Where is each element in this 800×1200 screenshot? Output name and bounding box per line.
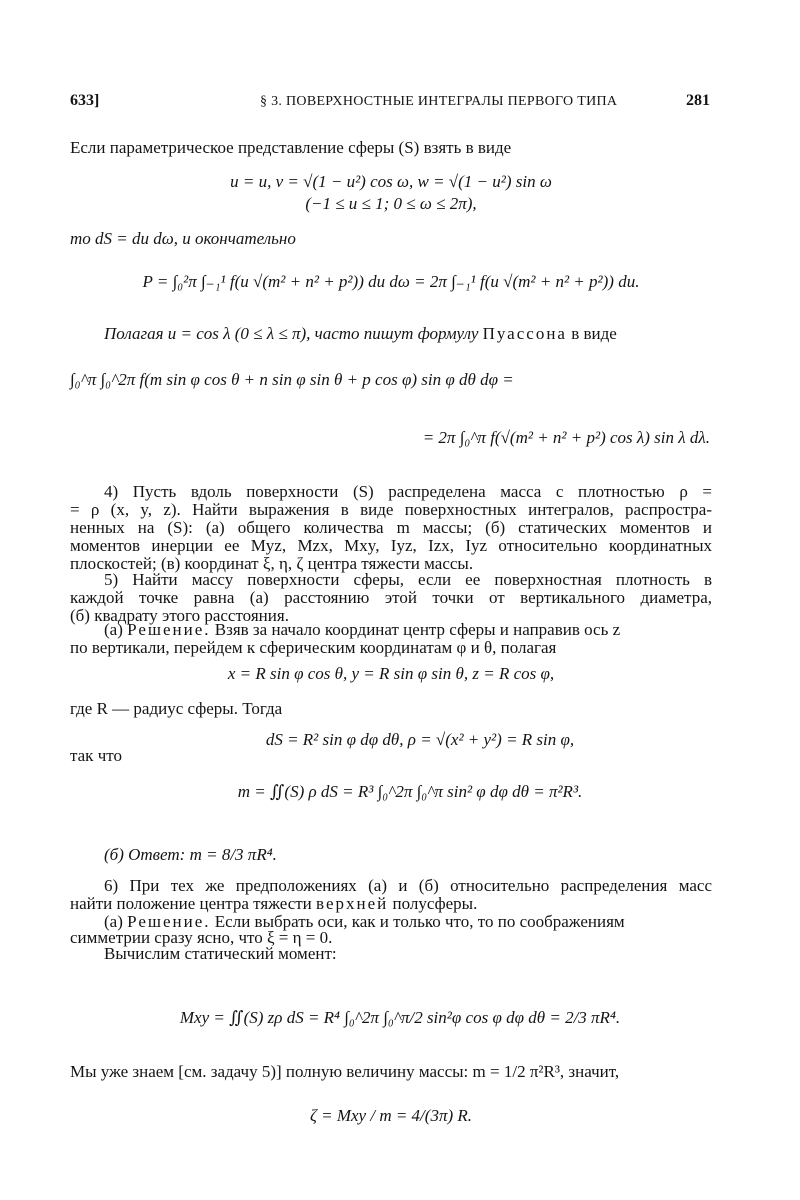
answer-label: (б) Ответ: xyxy=(104,845,186,864)
equation-spherical: x = R sin φ cos θ, y = R sin φ sin θ, z = R cos φ, xyxy=(227,664,555,683)
equation-poisson-b: = 2π ∫₀^π f(√(m² + n² + p²) cos λ) sin λ dλ. xyxy=(422,428,710,447)
paragraph-line: 5) Найти массу поверхности сферы, если ее поверхностная плотность в xyxy=(104,570,712,589)
paragraph-line xyxy=(70,845,712,865)
paragraph-line xyxy=(70,620,712,640)
paragraph-line: Вычислим статический момент: xyxy=(104,944,337,963)
equation-mass: m = ∬(S) ρ dS = R³ ∫₀^2π ∫₀^π sin² φ dφ dθ = π²R³. xyxy=(237,782,583,801)
solution-label: Решение. xyxy=(127,912,211,931)
text-span: Полагая u = cos λ (0 ≤ λ ≤ π), часто пишут формулу xyxy=(104,324,479,343)
header-title: § 3. ПОВЕРХНОСТНЫЕ ИНТЕГРАЛЫ ПЕРВОГО ТИПА xyxy=(260,94,618,109)
paragraph-line: = ρ (x, y, z). Найти выражения в виде поверхностных интегралов, распростра- xyxy=(70,500,712,519)
paragraph-line: так что xyxy=(70,746,122,765)
text-span: Если выбрать оси, как и только что, то по соображениям xyxy=(214,912,625,931)
paragraph-line: по вертикали, перейдем к сферическим координатам φ и θ, полагая xyxy=(70,638,557,657)
paragraph-line: то dS = du dω, и окончательно xyxy=(70,229,296,248)
page-number: 281 xyxy=(686,92,710,109)
paragraph-line: моментов инерции ее Myz, Mzx, Mxy, Iyz, Izx, Iyz относительно координатных xyxy=(70,536,712,555)
text-span: Взяв за начало координат центр сферы и направив ось z xyxy=(214,620,621,639)
equation-param-a: u = u, v = √(1 − u²) cos ω, w = √(1 − u²) sin ω xyxy=(230,172,552,191)
paragraph-line: Если параметрическое представление сферы (S) взять в виде xyxy=(70,138,512,157)
equation-poisson-a: ∫₀^π ∫₀^2π f(m sin φ cos θ + n sin φ sin θ + p cos φ) sin φ dθ dφ = xyxy=(70,370,514,389)
equation-poisson-p: P = ∫₀²π ∫₋₁¹ f(u √(m² + n² + p²)) du dω = 2π ∫₋₁¹ f(u √(m² + n² + p²)) du. xyxy=(142,272,640,291)
paragraph-line: (б) квадрату этого расстояния. xyxy=(70,606,289,625)
solution-label: Решение. xyxy=(127,620,211,639)
text-span: полусферы. xyxy=(392,894,478,913)
section-number: 633] xyxy=(70,92,100,109)
answer-value: m = 8/3 πR⁴. xyxy=(189,845,277,864)
text-span: найти положение центра тяжести xyxy=(70,894,312,913)
paragraph-line: симметрии сразу ясно, что ξ = η = 0. xyxy=(70,928,333,947)
paragraph-line: где R — радиус сферы. Тогда xyxy=(70,699,283,718)
equation-param-b: (−1 ≤ u ≤ 1; 0 ≤ ω ≤ 2π), xyxy=(305,194,477,213)
paragraph-line: плоскостей; (в) координат ξ, η, ζ центра тяжести массы. xyxy=(70,554,474,573)
equation-static-moment: Mxy = ∬(S) zρ dS = R⁴ ∫₀^2π ∫₀^π/2 sin²φ cos φ dφ dθ = 2/3 πR⁴. xyxy=(179,1008,621,1027)
paragraph-line: Мы уже знаем [см. задачу 5)] полную величину массы: m = 1/2 π²R³, значит, xyxy=(70,1062,620,1081)
paragraph-line: 6) При тех же предположениях (а) и (б) относительно распределения масс xyxy=(104,876,712,895)
text-span: в виде xyxy=(571,324,617,343)
emphasized-name: Пуассона xyxy=(482,324,567,343)
text-span: (а) xyxy=(104,620,128,639)
paragraph-line: 4) Пусть вдоль поверхности (S) распределена масса с плотностью ρ = xyxy=(104,482,712,501)
equation-ds: dS = R² sin φ dφ dθ, ρ = √(x² + y²) = R sin φ, xyxy=(265,730,575,749)
paragraph-line: каждой точке равна (а) расстоянию этой точки от вертикального диаметра, xyxy=(70,588,712,607)
paragraph-line xyxy=(70,894,712,914)
running-header xyxy=(70,92,710,116)
paragraph-line xyxy=(70,324,712,344)
paragraph-line: ненных на (S): (а) общего количества m массы; (б) статических моментов и xyxy=(70,518,712,537)
text-span: (а) xyxy=(104,912,128,931)
emphasized-word: верхней xyxy=(316,894,389,913)
equation-zeta: ζ = Mxy / m = 4/(3π) R. xyxy=(309,1106,473,1125)
